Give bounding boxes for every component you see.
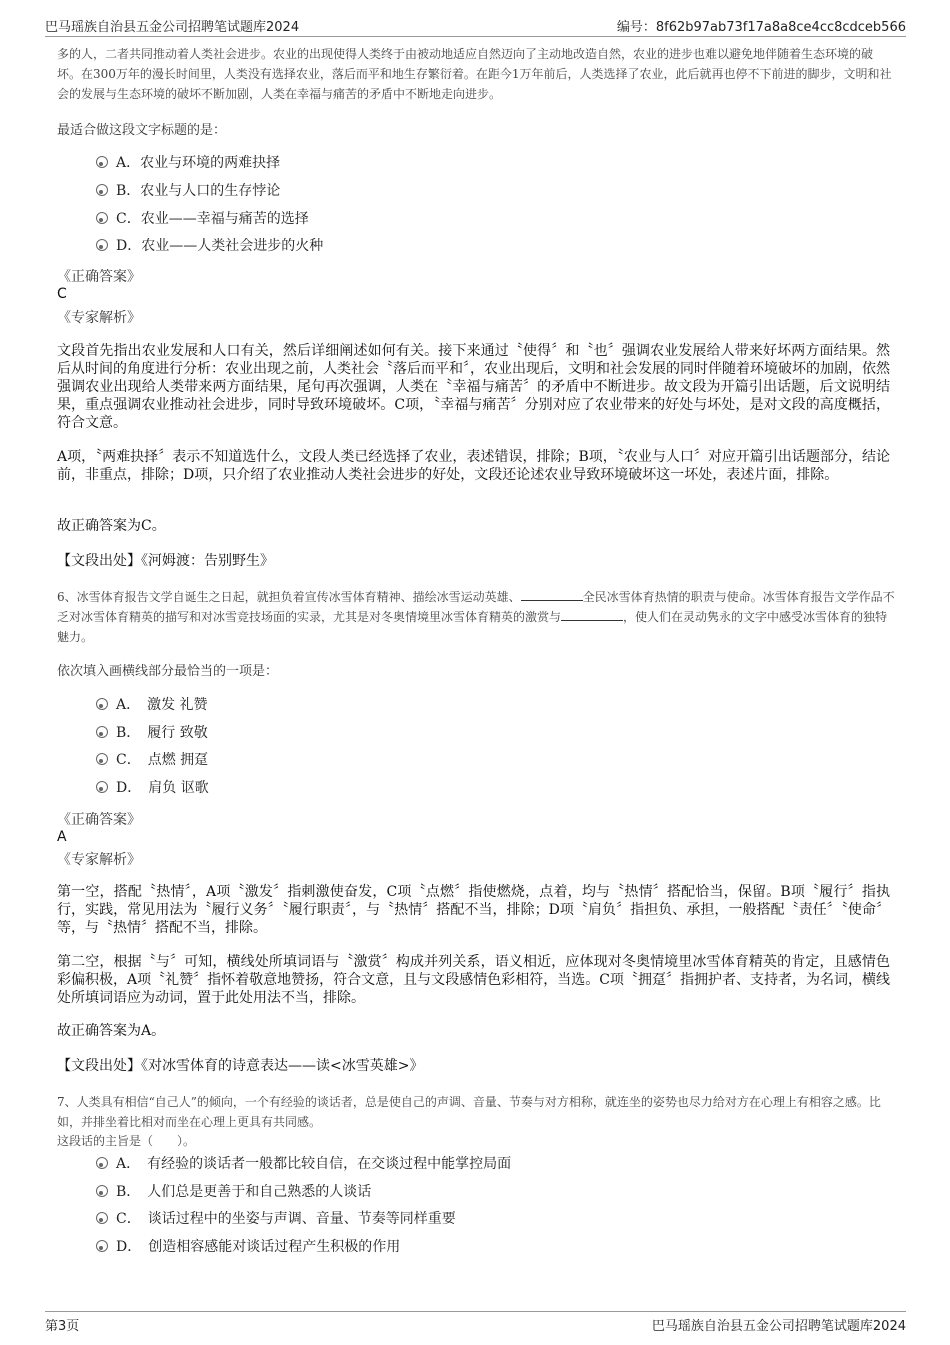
q7-option-a[interactable]: A． 有经验的谈话者一般都比较自信，在交谈过程中能掌控局面: [96, 1153, 511, 1175]
q6-answer: A: [57, 829, 67, 845]
page-header: [45, 14, 906, 37]
q5-analysis-p3: 故正确答案为C。: [57, 518, 166, 534]
q6-source: 【文段出处】《对冰雪体育的诗意表达——读<冰雪英雄>》: [57, 1058, 424, 1074]
radio-icon[interactable]: [96, 781, 108, 793]
q6-option-d[interactable]: D． 肩负 讴歌: [96, 777, 209, 799]
radio-icon[interactable]: [96, 156, 108, 168]
answer-blank-2: [561, 608, 623, 621]
header-title: 巴马瑶族自治县五金公司招聘笔试题库2024: [45, 20, 300, 35]
q5-analysis-p2: A项，〝两难抉择〞表示不知道选什么，文段人类已经选择了农业，表述错误，排除；B项，〝农业与人口〞对应开篇引出话题部分，结论前，非重点，排除；D项，只介绍了农业推动人类社会进步的好处，文段还论述农业导致环境破坏这一坏处，表述片面，排除。: [57, 449, 890, 483]
radio-icon[interactable]: [96, 726, 108, 738]
q6-option-c[interactable]: C． 点燃 拥趸: [96, 749, 208, 771]
radio-icon[interactable]: [96, 1157, 108, 1169]
page-number: 第3页: [45, 1319, 80, 1334]
q5-option-a[interactable]: A．农业与环境的两难抉择: [96, 152, 280, 174]
q6-option-b[interactable]: B． 履行 致敬: [96, 722, 208, 744]
q5-option-b[interactable]: B．农业与人口的生存悖论: [96, 180, 280, 202]
q7-passage: 7、人类具有相信“自己人”的倾向，一个有经验的谈话者，总是使自己的声调、音量、节奏与对方相称，就连坐的姿势也尽力给对方在心理上有相容之感。比如，并排坐着比相对而坐在心理上更具有共同感。: [57, 1095, 881, 1129]
q7-option-b[interactable]: B． 人们总是更善于和自己熟悉的人谈话: [96, 1181, 371, 1203]
page-footer: [45, 1311, 906, 1332]
q6-question: 依次填入画横线部分最恰当的一项是：: [57, 664, 279, 679]
q5-answer: C: [57, 286, 67, 302]
footer-title: 巴马瑶族自治县五金公司招聘笔试题库2024: [651, 1319, 906, 1334]
q5-answer-label: 《正确答案》: [57, 269, 141, 285]
q7-option-c[interactable]: C． 谈话过程中的坐姿与声调、音量、节奏等同样重要: [96, 1208, 456, 1230]
q5-question: 最适合做这段文字标题的是：: [57, 123, 227, 138]
radio-icon[interactable]: [96, 1185, 108, 1197]
q5-option-c[interactable]: C．农业——幸福与痛苦的选择: [96, 208, 309, 230]
q5-analysis-label: 《专家解析》: [57, 310, 141, 326]
radio-icon[interactable]: [96, 239, 108, 251]
radio-icon[interactable]: [96, 1240, 108, 1252]
radio-icon[interactable]: [96, 184, 108, 196]
radio-icon[interactable]: [96, 698, 108, 710]
q7-question: 这段话的主旨是（ ）。: [57, 1134, 196, 1148]
answer-blank-1: [521, 588, 583, 601]
q5-option-d[interactable]: D．农业——人类社会进步的火种: [96, 235, 323, 257]
document-id: 编号：8f62b97ab73f17a8a8ce4cc8cdceb566: [616, 20, 906, 35]
q7-option-d[interactable]: D． 创造相容感能对谈话过程产生积极的作用: [96, 1236, 400, 1258]
q6-answer-label: 《正确答案》: [57, 812, 141, 828]
q6-analysis-p1: 第一空，搭配〝热情〞，A项〝激发〞指刺激使奋发，C项〝点燃〞指使燃烧，点着，均与〝热情〞搭配恰当，保留。B项〝履行〞指执行，实践，常见用法为〝履行义务〞〝履行职责〞，与〝热情〞搭配不当，排除；D项〝肩负〞指担负、承担，一般搭配〝责任〞〝使命〞等，与〝热情〞搭配不当，排除。: [57, 884, 890, 936]
q5-passage: 多的人，二者共同推动着人类社会进步。农业的出现使得人类终于由被动地适应自然迈向了主动地改造自然，农业的进步也难以避免地伴随着生态环境的破坏。在300万年的漫长时间里，人类没有选择农业，落后而平和地生存繁衍着。在距今1万年前后，人类选择了农业，此后就再也停不下前进的脚步，文明和社会的发展与生态环境的破坏不断加剧，人类在幸福与痛苦的矛盾中不断地走向进步。: [57, 47, 892, 101]
q6-passage: 6、冰雪体育报告文学自诞生之日起，就担负着宣传冰雪体育精神、描绘冰雪运动英雄、 全民冰雪体育热情的职责与使命。冰雪体育报告文学作品不乏对冰雪体育精英的描写和对冰雪竞技场面的实录，尤其是对冬奥情境里冰雪体育精英的激赏与 ，使人们在灵动隽永的文字中感受冰雪体育的独特魅力。: [57, 590, 895, 644]
q6-analysis-p2: 第二空，根据〝与〞可知，横线处所填词语与〝激赏〞构成并列关系，语义相近，应体现对冬奥情境里冰雪体育精英的肯定，且感情色彩偏积极，A项〝礼赞〞指怀着敬意地赞扬，符合文意，且与文段感情色彩相符，当选。C项〝拥趸〞指拥护者、支持者，为名词，横线处所填词语应为动词，置于此处用法不当，排除。: [57, 954, 890, 1006]
radio-icon[interactable]: [96, 212, 108, 224]
radio-icon[interactable]: [96, 1212, 108, 1224]
q5-analysis-p1: 文段首先指出农业发展和人口有关，然后详细阐述如何有关。接下来通过〝使得〞和〝也〞强调农业发展给人带来好坏两方面结果。然后从时间的角度进行分析：农业出现之前，人类社会〝落后而平和〞，农业出现后，文明和社会发展的同时伴随着环境破坏的加剧，依然强调农业出现给人类带来两方面结果，尾句再次强调，人类在〝幸福与痛苦〞的矛盾中不断进步。故文段为开篇引出话题，后文说明结果，重点强调农业推动社会进步，同时导致环境破坏。C项，〝幸福与痛苦〞分别对应了农业带来的好处与坏处，是对文段的高度概括，符合文意。: [57, 343, 890, 431]
q6-option-a[interactable]: A． 激发 礼赞: [96, 694, 208, 716]
radio-icon[interactable]: [96, 753, 108, 765]
q6-analysis-p3: 故正确答案为A。: [57, 1023, 166, 1039]
q6-analysis-label: 《专家解析》: [57, 852, 141, 868]
q5-source: 【文段出处】《河姆渡：告别野生》: [57, 553, 274, 569]
